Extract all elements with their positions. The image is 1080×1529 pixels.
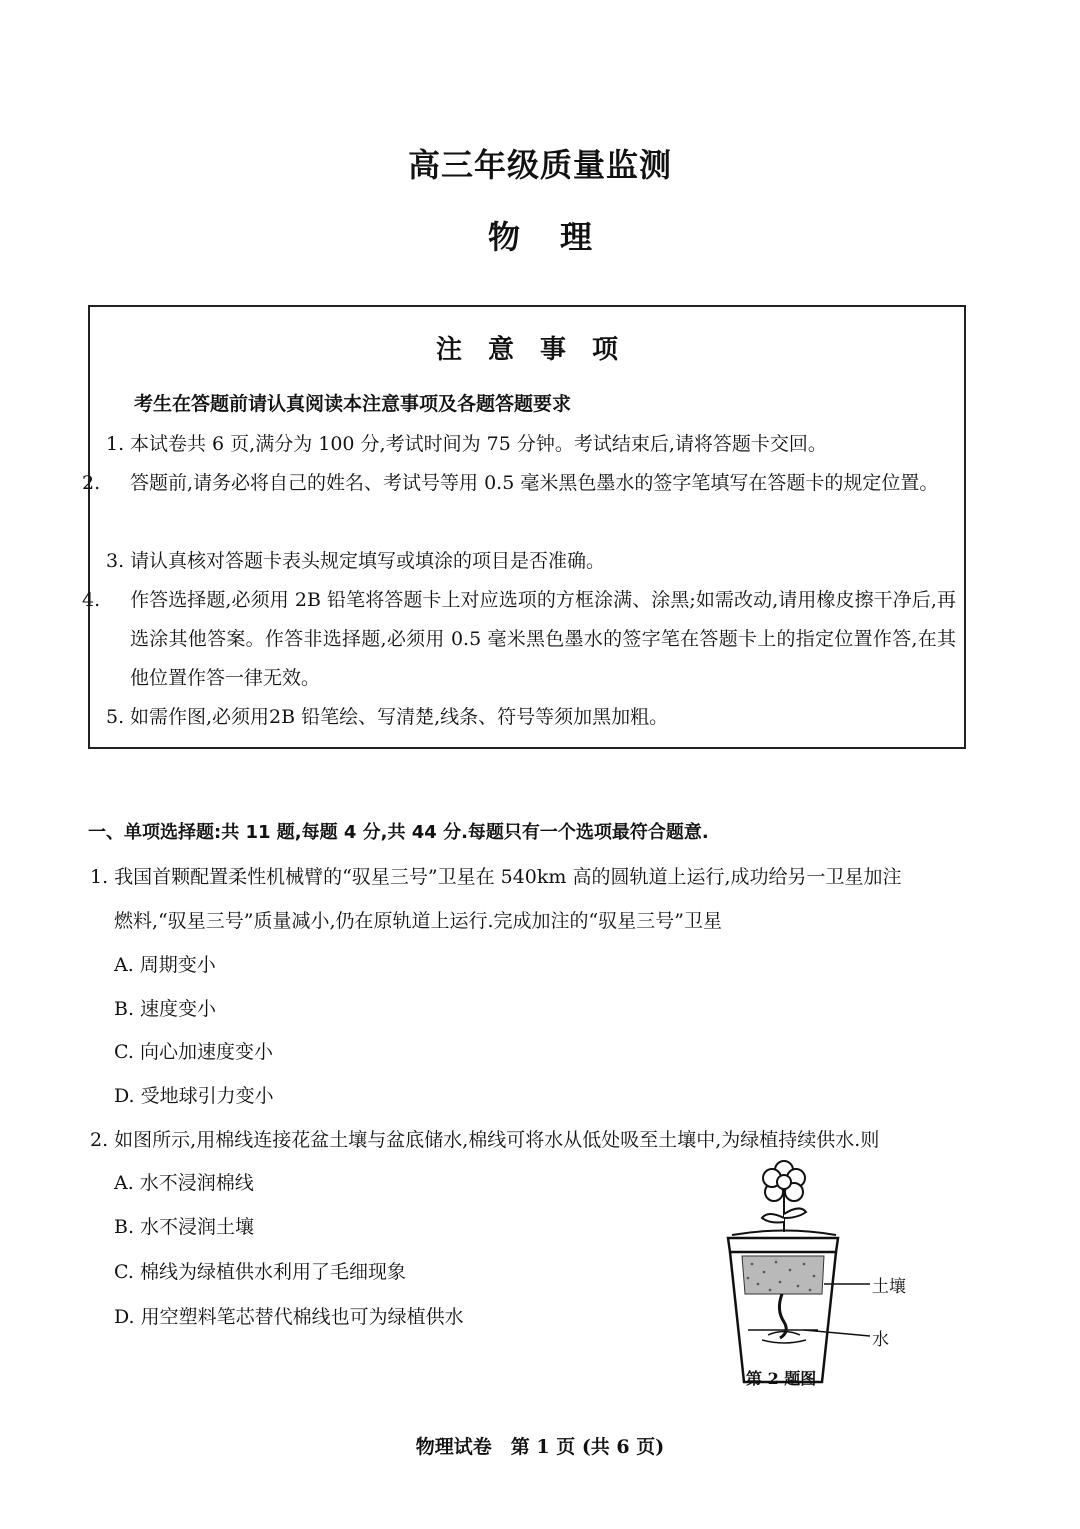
notice-item-text: 请认真核对答题卡表头规定填写或填涂的项目是否准确。 bbox=[130, 550, 606, 572]
question-2-option-b: B. 水不浸润土壤 bbox=[114, 1216, 255, 1238]
notice-item-number: 5. bbox=[106, 706, 125, 728]
exam-title: 高三年级质量监测 bbox=[407, 146, 672, 184]
question-1-option-a: A. 周期变小 bbox=[114, 954, 216, 976]
notice-item-text: 本试卷共 6 页,满分为 100 分,考试时间为 75 分钟。考试结束后,请将答题卡交回。 bbox=[130, 433, 827, 455]
notice-item-text: 如需作图,必须用2B 铅笔绘、写清楚,线条、符号等须加黑加粗。 bbox=[130, 706, 669, 728]
figure-caption: 第 2 题图 bbox=[746, 1369, 817, 1388]
notice-item-number: 2. bbox=[82, 472, 101, 494]
pot bbox=[728, 1231, 838, 1383]
question-2-option-c: C. 棉线为绿植供水利用了毛细现象 bbox=[114, 1261, 406, 1283]
notice-item-number: 4. bbox=[82, 589, 101, 611]
flower-icon bbox=[762, 1161, 806, 1232]
notice-item-3 bbox=[106, 542, 956, 581]
question-2-option-d: D. 用空塑料笔芯替代棉线也可为绿植供水 bbox=[114, 1306, 464, 1328]
notice-item-1 bbox=[106, 425, 956, 464]
notice-box bbox=[82, 305, 966, 749]
notice-heading: 注意事项 bbox=[435, 335, 644, 365]
question-1-stem bbox=[90, 855, 980, 943]
question-1-option-d: D. 受地球引力变小 bbox=[114, 1085, 274, 1107]
question-2-option-a: A. 水不浸润棉线 bbox=[114, 1172, 254, 1194]
question-2-stem bbox=[90, 1118, 980, 1162]
question-1-option-c: C. 向心加速度变小 bbox=[114, 1041, 273, 1063]
question-1-option-b: B. 速度变小 bbox=[114, 998, 217, 1020]
water-leader-line bbox=[804, 1330, 870, 1336]
question-1-stem-line-2: 燃料,“驭星三号”质量减小,仍在原轨道上运行.完成加注的“驭星三号”卫星 bbox=[114, 910, 722, 932]
notice-item-number: 3. bbox=[106, 550, 125, 572]
notice-item-text: 作答选择题,必须用 2B 铅笔将答题卡上对应选项的方框涂满、涂黑;如需改动,请用橡皮擦干净后,再选涂其他答案。作答非选择题,必须用 0.5 毫米黑色墨水的签字笔在答题卡上的指定位置作答,在其他位置作答一律无效。 bbox=[130, 589, 956, 689]
figure-label-soil: 土壤 bbox=[872, 1277, 906, 1297]
notice-intro: 考生在答题前请认真阅读本注意事项及各题答题要求 bbox=[134, 393, 572, 415]
page-footer: 物理试卷 第 1 页 (共 6 页) bbox=[415, 1436, 665, 1458]
question-1-stem-line-1: 1. 我国首颗配置柔性机械臂的“驭星三号”卫星在 540km 高的圆轨道上运行,成功给另一卫星加注 bbox=[90, 866, 902, 888]
notice-item-number: 1. bbox=[106, 433, 125, 455]
notice-item-4 bbox=[82, 581, 956, 698]
subject-title: 物理 bbox=[487, 218, 632, 256]
notice-item-5 bbox=[106, 698, 956, 737]
section-heading: 一、单项选择题:共 11 题,每题 4 分,共 44 分.每题只有一个选项最符合题意. bbox=[88, 822, 709, 843]
figure-label-water: 水 bbox=[872, 1330, 889, 1350]
question-2-stem-line-1: 2. 如图所示,用棉线连接花盆土壤与盆底储水,棉线可将水从低处吸至土壤中,为绿植持续供水.则 bbox=[90, 1129, 880, 1151]
notice-item-2 bbox=[82, 464, 956, 503]
notice-item-text: 答题前,请务必将自己的姓名、考试号等用 0.5 毫米黑色墨水的签字笔填写在答题卡的规定位置。 bbox=[130, 472, 939, 494]
